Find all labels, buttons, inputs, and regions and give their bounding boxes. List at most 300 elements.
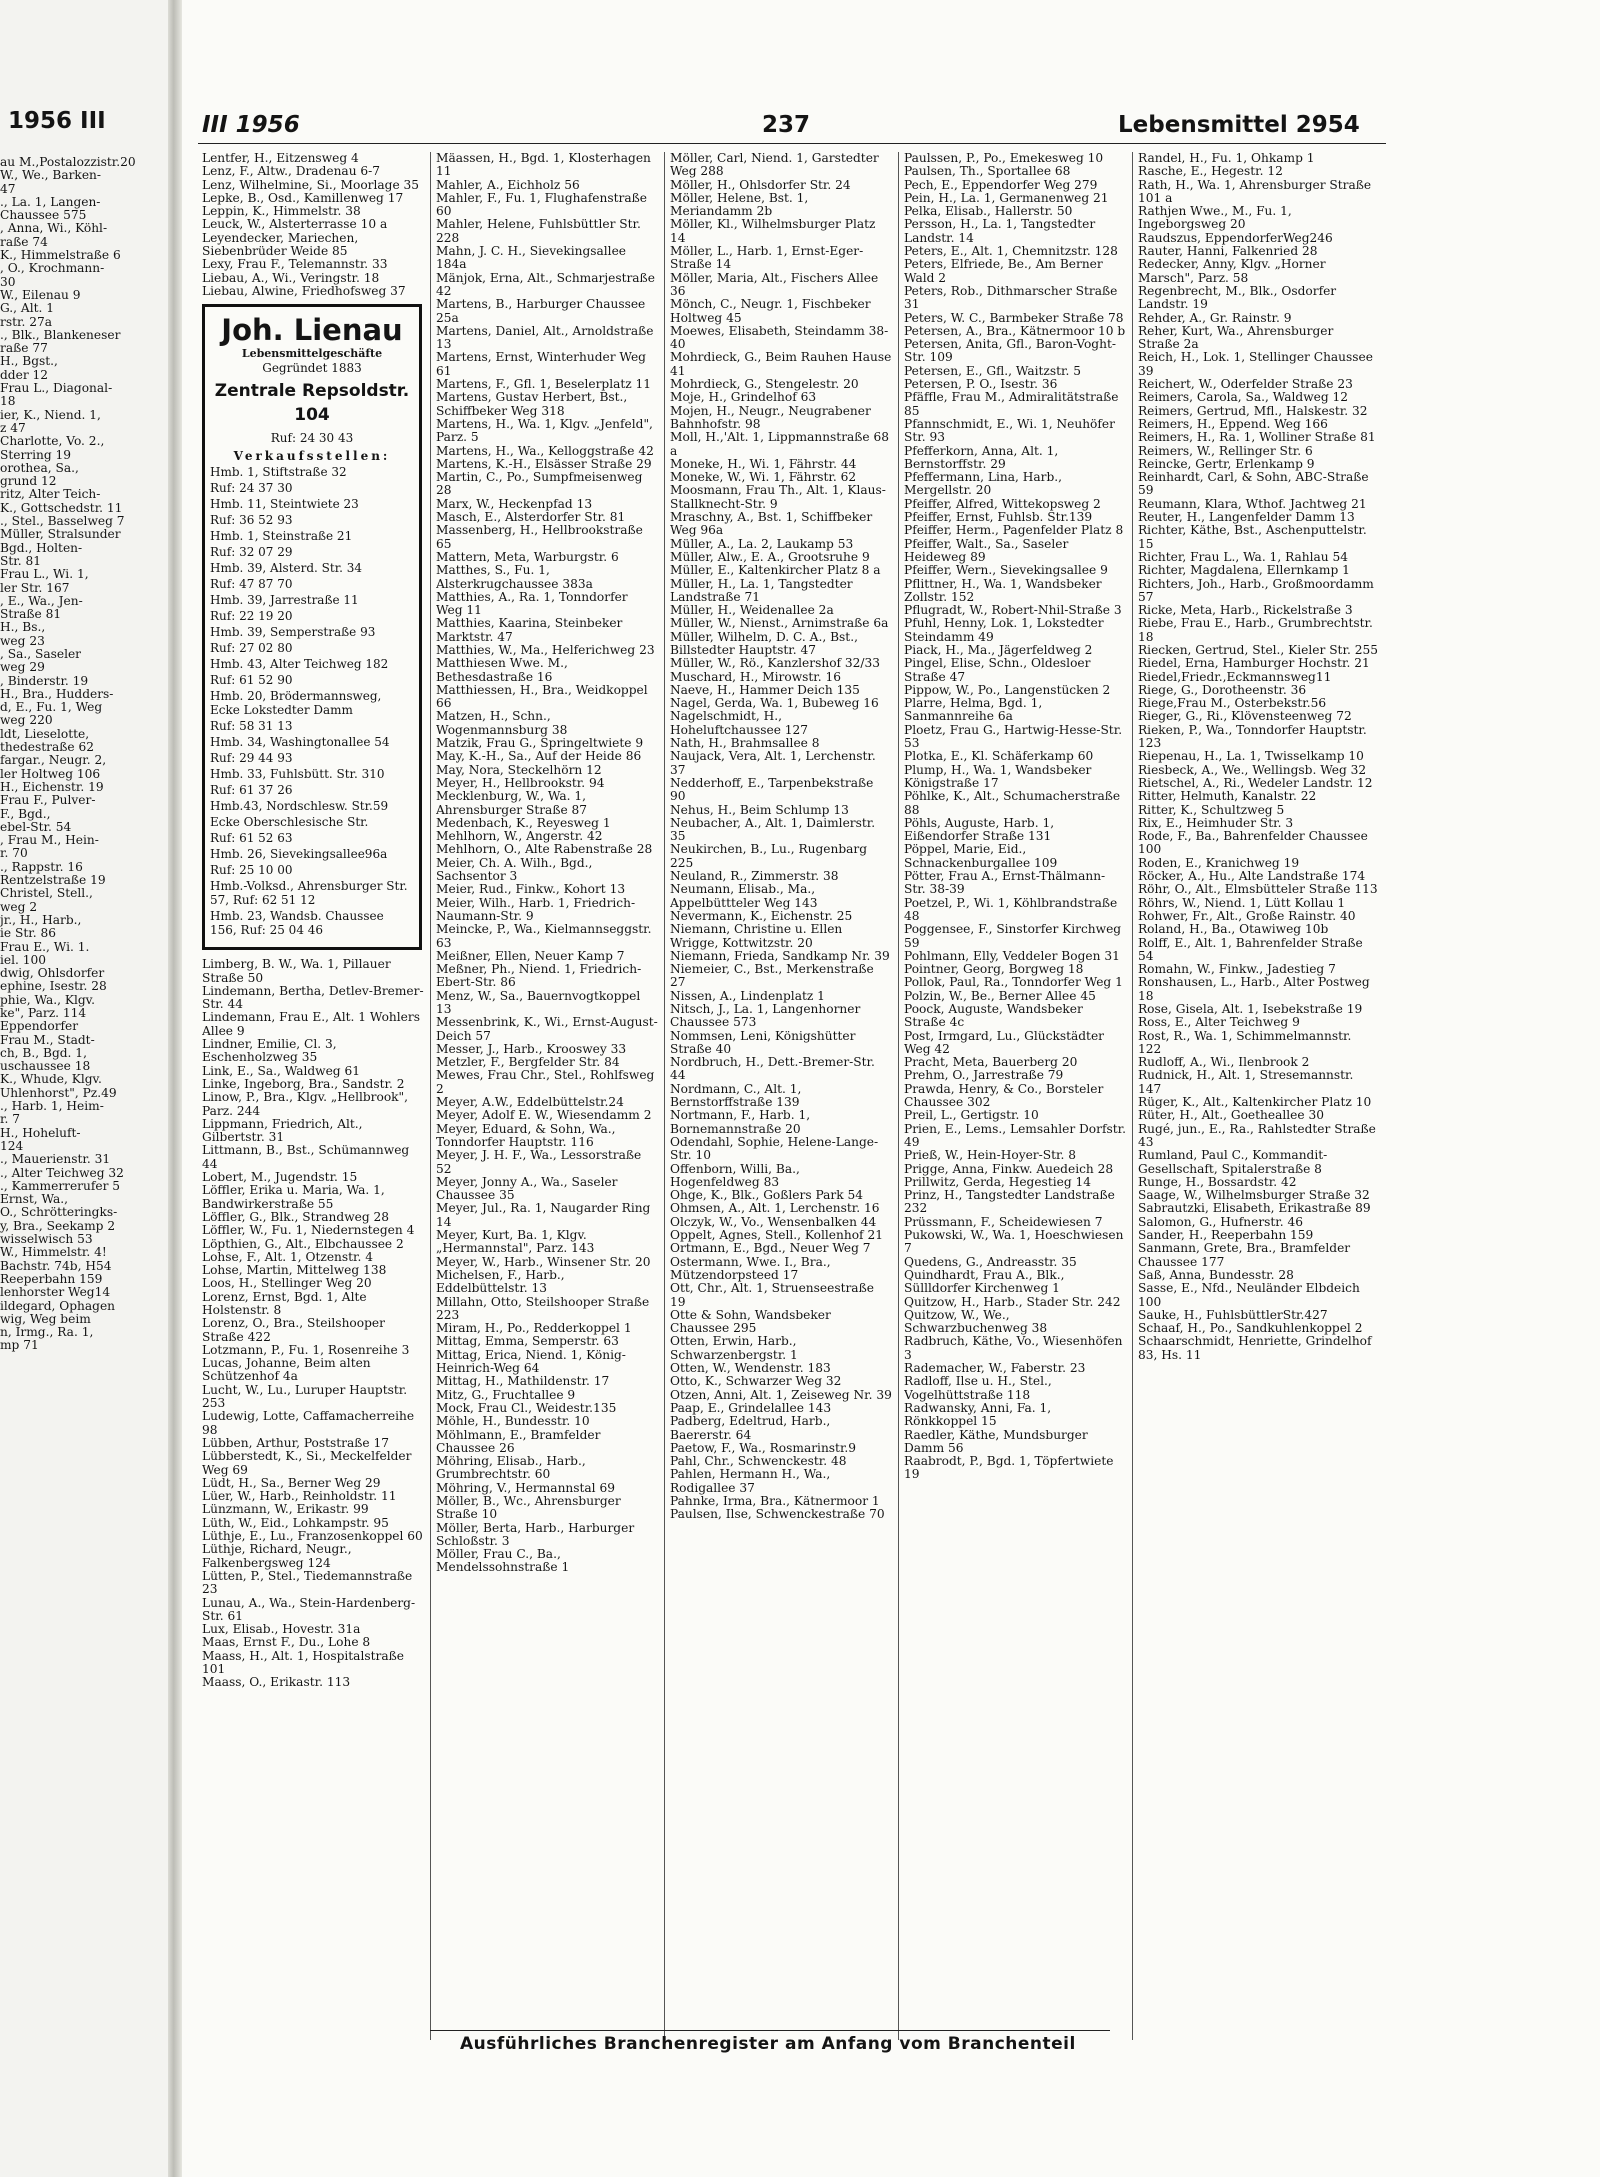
directory-entry: Poock, Auguste, Wandsbeker Straße 4c: [904, 1002, 1083, 1030]
directory-entry: Möhring, V., Hermannstal 69: [436, 1480, 615, 1495]
directory-entry: Sanmann, Grete, Bra., Bramfelder Chaussee 177: [1138, 1241, 1351, 1269]
directory-entry: Martens, Gustav Herbert, Bst., Schiffbeker Weg 318: [436, 390, 628, 418]
directory-entry: Martens, H., Wa. 1, Klgv. „Jenfeld", Parz. 5: [436, 416, 653, 445]
directory-entry: Lüth, W., Eid., Lohkampstr. 95: [202, 1515, 389, 1530]
left-page-entry: ler Holtweg 106: [0, 766, 101, 781]
left-page-entry: phie, Wa., Klgv.: [0, 992, 95, 1007]
directory-entry: Martens, F., Gfl. 1, Beselerplatz 11: [436, 377, 652, 392]
directory-entry: Meincke, P., Wa., Kielmannseggstr. 63: [436, 922, 652, 950]
left-page-entry: K., Himmelstraße 6: [0, 248, 121, 263]
directory-entry: Pflugradt, W., Robert-Nhil-Straße 3: [904, 603, 1122, 618]
directory-entry: Niemeier, C., Bst., Merkenstraße 27: [670, 962, 874, 990]
directory-entry: Regenbrecht, M., Blk., Osdorfer Landstr. 19: [1138, 283, 1337, 312]
directory-entry: Rathjen Wwe., M., Fu. 1, Ingeborgsweg 20: [1138, 204, 1292, 232]
directory-entry: Pech, E., Eppendorfer Weg 279: [904, 177, 1098, 192]
ad-branch-line: Hmb. 26, Sievekingsallee96a: [210, 847, 388, 862]
left-page-entry: Straße 81: [0, 607, 62, 622]
directory-entry: Möhring, Elisab., Harb., Grumbrechtstr. 60: [436, 1454, 586, 1482]
directory-entry: Nath, H., Brahmsallee 8: [670, 736, 820, 751]
directory-entry: Meyer, Eduard, & Sohn, Wa., Tonndorfer Hauptstr. 116: [436, 1121, 616, 1149]
directory-entry: Rietschel, A., Ri., Wedeler Landstr. 12: [1138, 775, 1373, 790]
directory-entry: Reichert, W., Oderfelder Straße 23: [1138, 377, 1353, 392]
directory-entry: Lüthje, E., Lu., Franzosenkoppel 60: [202, 1529, 423, 1544]
left-page-entry: ., Rappstr. 16: [0, 859, 83, 874]
directory-entry: Pfäffle, Frau M., Admiralitätstraße 85: [904, 390, 1119, 418]
directory-entry: Redecker, Anny, Klgv. „Horner Marsch", Parz. 58: [1138, 257, 1326, 285]
directory-entry: Moewes, Elisabeth, Steindamm 38-40: [670, 323, 889, 352]
directory-entry: Radloff, Ilse u. H., Stel., Vogelhüttstraße 118: [904, 1374, 1052, 1402]
directory-entry: Pfeiffer, Walt., Sa., Saseler Heideweg 89: [904, 536, 1069, 564]
directory-entry: Link, E., Sa., Waldweg 61: [202, 1063, 360, 1078]
directory-entry: Maass, O., Erikastr. 113: [202, 1675, 351, 1690]
directory-entry: Pfefferkorn, Anna, Alt. 1, Bernstorffstr. 29: [904, 443, 1059, 471]
directory-entry: Riebe, Frau E., Harb., Grumbrechtstr. 18: [1138, 616, 1373, 644]
directory-entry: Ploetz, Frau G., Hartwig-Hesse-Str. 53: [904, 722, 1123, 751]
advertisement-box: [202, 304, 422, 950]
directory-entry: Nagelschmidt, H., Hoheluftchaussee 127: [670, 709, 809, 737]
left-page-entry: n, Irmg., Ra. 1,: [0, 1325, 94, 1340]
column-divider: [898, 152, 899, 2040]
directory-entry: Moneke, W., Wi. 1, Fährstr. 62: [670, 470, 857, 485]
ad-branch-line: Hmb. 20, Brödermannsweg, Ecke Lokstedter Damm: [210, 689, 382, 718]
directory-entry: Mitz, G., Fruchtallee 9: [436, 1387, 576, 1402]
directory-entry: Ross, E., Alter Teichweg 9: [1138, 1015, 1300, 1030]
directory-entry: Peters, W. C., Barmbeker Straße 78: [904, 310, 1124, 325]
directory-entry: Leuck, W., Alsterterrasse 10 a: [202, 217, 388, 232]
directory-entry: Matthies, W., Ma., Helferichweg 23: [436, 642, 655, 657]
directory-entry: Matthies, A., Ra. 1, Tonndorfer Weg 11: [436, 589, 628, 618]
directory-entry: Lucas, Johanne, Beim alten Schützenhof 4a: [202, 1356, 371, 1384]
left-page-entry: r. 70: [0, 846, 28, 861]
directory-entry: Müller, E., Kaltenkircher Platz 8 a: [670, 563, 881, 578]
left-page-entry: ebel-Str. 54: [0, 819, 72, 834]
left-page-entry: O., Schrötteringks-: [0, 1205, 118, 1220]
ad-subtitle: Lebensmittelgeschäfte: [241, 347, 383, 361]
directory-entry: Petersen, A., Bra., Kätnermoor 10 b: [904, 323, 1126, 338]
ad-branch-line: Hmb. 43, Alter Teichweg 182: [210, 657, 389, 672]
directory-entry: Littmann, B., Bst., Schümannweg 44: [202, 1143, 410, 1171]
directory-entry: Rohwer, Fr., Alt., Große Rainstr. 40: [1138, 908, 1356, 923]
directory-entry: Matthies, Kaarina, Steinbeker Marktstr. 47: [436, 616, 623, 644]
directory-entry: Prawda, Henry, & Co., Borsteler Chaussee 302: [904, 1081, 1104, 1110]
ad-founded: Gegründet 1883: [262, 361, 362, 376]
directory-entry: Raedler, Käthe, Mundsburger Damm 56: [904, 1427, 1088, 1455]
directory-entry: Mock, Frau Cl., Weidestr.135: [436, 1400, 617, 1415]
column-divider: [430, 152, 431, 2040]
directory-entry: Prieß, W., Hein-Hoyer-Str. 8: [904, 1148, 1076, 1163]
directory-entry: Randel, H., Fu. 1, Ohkamp 1: [1138, 152, 1315, 165]
directory-entry: Limberg, B. W., Wa. 1, Pillauer Straße 50: [202, 957, 391, 985]
left-page-entries: [0, 156, 166, 1353]
ad-branch-line: Hmb.43, Nordschlesw. Str.59: [210, 799, 389, 814]
left-page-entry: Rentzelstraße 19: [0, 873, 106, 888]
left-page-entry: iel. 100: [0, 952, 47, 967]
column-2: [436, 152, 658, 1575]
directory-entry: Muschard, H., Mirowstr. 16: [670, 669, 842, 684]
directory-entry: Lenz, F., Altw., Dradenau 6-7: [202, 164, 381, 179]
ad-company-name: Joh. Lienau: [221, 313, 403, 348]
directory-entry: Ritter, K., Schultzweg 5: [1138, 802, 1285, 817]
left-page-entry: fargar., Neugr. 2,: [0, 753, 107, 768]
ad-branch-line: Hmb. 34, Washingtonallee 54: [210, 735, 390, 750]
directory-entry: Leppin, K., Himmelstr. 38: [202, 204, 361, 219]
left-page-entry: Müller, Stralsunder: [0, 527, 121, 542]
directory-entry: Messenbrink, K., Wi., Ernst-August-Deich 57: [436, 1015, 658, 1043]
left-page-entry: ., Harb. 1, Heim-: [0, 1099, 104, 1114]
left-page-entry: 18: [0, 394, 16, 409]
left-page-header: 1956 III: [8, 108, 106, 134]
directory-entry: Nortmann, F., Harb. 1, Bornemannstraße 20: [670, 1108, 811, 1136]
left-page-entry: weg 23: [0, 633, 45, 648]
left-page-entry: , E., Wa., Jen-: [0, 593, 83, 608]
directory-entry: Pöhls, Auguste, Harb. 1, Eißendorfer Straße 131: [904, 815, 1055, 844]
directory-entry: Neuland, R., Zimmerstr. 38: [670, 869, 839, 884]
directory-entry: Peters, E., Alt. 1, Chemnitzstr. 128: [904, 244, 1118, 259]
directory-entry: Lenz, Wilhelmine, Si., Moorlage 35: [202, 177, 420, 192]
directory-entry: Müller, H., La. 1, Tangstedter Landstraße 71: [670, 576, 853, 604]
left-page-entry: thedestraße 62: [0, 740, 94, 755]
directory-entry: Mraschny, A., Bst. 1, Schiffbeker Weg 96a: [670, 510, 873, 538]
directory-entry: Roland, H., Ba., Otawiweg 10b: [1138, 922, 1329, 937]
left-page-entry: ke", Parz. 114: [0, 1006, 87, 1020]
left-page-strip: [0, 0, 168, 2177]
footer-note: Ausführliches Branchenregister am Anfang vom Branchenteil: [460, 2034, 1076, 2054]
directory-entry: Poetzel, P., Wi. 1, Köhlbrandstraße 48: [904, 895, 1118, 923]
directory-entry: Mahler, F., Fu. 1, Flughafenstraße 60: [436, 190, 647, 219]
directory-entry: Löffler, W., Fu. 1, Niedernstegen 4: [202, 1223, 415, 1238]
directory-entry: Richter, Magdalena, Ellernkamp 1: [1138, 563, 1350, 578]
directory-entry: Lepke, B., Osd., Kamillenweg 17: [202, 190, 404, 205]
directory-entry: Mönch, C., Neugr. 1, Fischbeker Holtweg 45: [670, 297, 871, 325]
page-number: 237: [762, 112, 811, 138]
left-page-entry: W., Himmelstr. 4!: [0, 1245, 107, 1260]
ad-address: Zentrale Repsoldstr. 104: [214, 381, 410, 426]
directory-entry: Quitzow, W., We., Schwarzbuchenweg 38: [904, 1307, 1048, 1336]
left-page-entry: H., Bra., Hudders-: [0, 686, 114, 701]
column-3: [670, 152, 892, 1522]
left-page-entry: ., Mauerienstr. 31: [0, 1152, 111, 1167]
directory-entry: Mecklenburg, W., Wa. 1, Ahrensburger Straße 87: [436, 789, 588, 817]
directory-entry: Menz, W., Sa., Bauernvogtkoppel 13: [436, 988, 641, 1016]
directory-entry: Röcker, A., Hu., Alte Landstraße 174: [1138, 869, 1366, 884]
directory-entry: Riege,Frau M., Osterbekstr.56: [1138, 696, 1327, 711]
column-1: [202, 152, 424, 1690]
column-4: [904, 152, 1126, 1482]
directory-entry: Niemann, Christine u. Ellen Wrigge, Kottwitzstr. 20: [670, 922, 843, 950]
directory-entry: Pöhlke, K., Alt., Schumacherstraße 88: [904, 789, 1121, 817]
directory-entry: Pfeiffer, Ernst, Fuhlsb. Str.139: [904, 510, 1093, 525]
left-page-entry: r. 7: [0, 1112, 20, 1127]
directory-entry: Niemann, Frieda, Sandkamp Nr. 39: [670, 948, 890, 963]
ad-branch-line: Hmb. 39, Jarrestraße 11: [210, 593, 359, 608]
directory-entry: Sander, H., Reeperbahn 159: [1138, 1228, 1314, 1243]
directory-entry: Pahl, Chr., Schwenckestr. 48: [670, 1454, 847, 1469]
directory-entry: Müller, W., Rö., Kanzlershof 32/33: [670, 656, 881, 671]
directory-entry: Lunau, A., Wa., Stein-Hardenberg-Str. 61: [202, 1595, 416, 1623]
directory-entry: Neukirchen, B., Lu., Rugenbarg 225: [670, 842, 868, 870]
directory-entry: Riege, G., Dorotheenstr. 36: [1138, 682, 1307, 697]
ad-branch-line: Ruf: 29 44 93: [210, 751, 293, 766]
directory-entry: Riedel,Friedr.,Eckmannsweg11: [1138, 669, 1332, 684]
left-page-entry: Frau M., Stadt-: [0, 1032, 95, 1047]
left-page-entry: K., Whude, Klgv.: [0, 1072, 102, 1087]
directory-entry: Rehder, A., Gr. Rainstr. 9: [1138, 310, 1292, 325]
left-page-entry: d, E., Fu. 1, Weg: [0, 700, 103, 715]
directory-entry: Matthiesen Wwe. M., Bethesdastraße 16: [436, 656, 568, 684]
directory-entry: Rudloff, A., Wi., Ilenbrook 2: [1138, 1055, 1310, 1070]
left-page-entry: raße 77: [0, 341, 48, 356]
directory-entry: Naeve, H., Hammer Deich 135: [670, 682, 860, 697]
left-page-entry: H., Hoheluft-: [0, 1125, 81, 1140]
directory-entry: Pfeiffer, Wern., Sievekingsallee 9: [904, 563, 1108, 578]
column-1-entries-top: [202, 152, 424, 298]
left-page-entry: , Sa., Saseler: [0, 646, 82, 661]
ad-branch-line: Ruf: 27 02 80: [210, 641, 293, 656]
directory-entry: Pippow, W., Po., Langenstücken 2: [904, 682, 1111, 697]
directory-entry: Rüger, K., Alt., Kaltenkircher Platz 10: [1138, 1095, 1372, 1110]
directory-entry: Mewes, Frau Chr., Stel., Rohlfsweg 2: [436, 1068, 655, 1096]
directory-entry: Rose, Gisela, Alt. 1, Isebekstraße 19: [1138, 1002, 1363, 1016]
directory-entry: Plump, H., Wa. 1, Wandsbeker Königstraße 17: [904, 762, 1092, 790]
directory-entry: Meyer, J. H. F., Wa., Lessorstraße 52: [436, 1148, 642, 1176]
ad-branch-line: Ruf: 47 87 70: [210, 577, 293, 592]
directory-entry: Schaarschmidt, Henriette, Grindelhof 83, Hs. 11: [1138, 1334, 1372, 1362]
directory-entry: Pötter, Frau A., Ernst-Thälmann-Str. 38-39: [904, 869, 1106, 897]
ad-branch-line: Hmb. 39, Semperstraße 93: [210, 625, 376, 640]
left-page-entry: weg 29: [0, 660, 45, 675]
directory-entry: Röhr, O., Alt., Elmsbütteler Straße 113: [1138, 882, 1378, 897]
directory-entry: Martens, Daniel, Alt., Arnoldstraße 13: [436, 323, 654, 352]
ad-branch-line: Hmb. 11, Steintwiete 23: [210, 497, 359, 512]
directory-entry: Peters, Elfriede, Be., Am Berner Wald 2: [904, 257, 1103, 285]
directory-entry: Möhle, H., Bundesstr. 10: [436, 1414, 590, 1429]
directory-entry: Rode, F., Ba., Bahrenfelder Chaussee 100: [1138, 829, 1368, 857]
left-page-entry: , Anna, Wi., Köhl-: [0, 221, 108, 236]
directory-entry: Radwansky, Anni, Fa. 1, Rönkkoppel 15: [904, 1400, 1052, 1429]
directory-entry: Roden, E., Kranichweg 19: [1138, 855, 1300, 870]
directory-entry: Löffler, Erika u. Maria, Wa. 1, Bandwirkerstraße 55: [202, 1183, 385, 1211]
directory-entry: Leyendecker, Mariechen, Siebenbrüder Weide 85: [202, 230, 359, 259]
left-page-entry: wig, Weg beim: [0, 1311, 91, 1326]
ad-branches-list: [210, 465, 414, 937]
directory-entry: Piack, H., Ma., Jägerfeldweg 2: [904, 642, 1093, 657]
directory-entry: Messer, J., Harb., Krooswey 33: [436, 1041, 627, 1056]
directory-entry: Martens, H., Wa., Kelloggstraße 42: [436, 443, 654, 458]
left-page-entry: rstr. 27a: [0, 314, 52, 329]
directory-entry: Möller, B., Wc., Ahrensburger Straße 10: [436, 1493, 621, 1522]
left-page-entry: dwig, Ohlsdorfer: [0, 966, 105, 981]
directory-entry: Richter, Frau L., Wa. 1, Rahlau 54: [1138, 549, 1349, 564]
left-page-entry: ritz, Alter Teich-: [0, 487, 101, 502]
left-page-entry: jr., H., Harb.,: [0, 912, 82, 927]
directory-entry: Löpthien, G., Alt., Elbchaussee 2: [202, 1236, 404, 1251]
left-page-entry: mp 71: [0, 1338, 39, 1353]
ad-branches-title: Verkaufsstellen:: [233, 449, 391, 464]
directory-entry: Pfeffermann, Lina, Harb., Mergellstr. 20: [904, 470, 1063, 498]
ad-branch-line: Hmb.-Volksd., Ahrensburger Str. 57, Ruf: 62 51 12: [210, 879, 408, 908]
left-page-entry: 47: [0, 181, 16, 196]
directory-entry: Runge, H., Bossardstr. 42: [1138, 1174, 1297, 1189]
directory-entry: Müller, H., Weidenallee 2a: [670, 603, 834, 618]
directory-entry: Lünzmann, W., Erikastr. 99: [202, 1502, 369, 1517]
ad-branch-line: Hmb. 23, Wandsb. Chaussee 156, Ruf: 25 04 46: [210, 909, 384, 938]
ad-branch-line: Hmb. 1, Stiftstraße 32: [210, 465, 347, 480]
directory-entry: Meyer, Kurt, Ba. 1, Klgv. „Hermannstal", Parz. 143: [436, 1228, 595, 1256]
ad-branch-line: Ruf: 32 07 29: [210, 545, 293, 560]
column-5: [1138, 152, 1378, 1362]
directory-entry: Pfeiffer, Alfred, Wittekopsweg 2: [904, 496, 1101, 511]
left-page-entry: Frau F., Pulver-: [0, 793, 96, 808]
directory-entry: Moll, H.,'Alt. 1, Lippmannstraße 68 a: [670, 430, 890, 458]
left-page-entry: ler Str. 167: [0, 580, 70, 595]
left-page-entry: orothea, Sa.,: [0, 460, 79, 475]
directory-entry: Quindhardt, Frau A., Blk., Süllldorfer Kirchenweg 1: [904, 1267, 1065, 1296]
directory-entry: Plotka, E., Kl. Schäferkamp 60: [904, 749, 1094, 764]
directory-entry: Lübben, Arthur, Poststraße 17: [202, 1435, 389, 1450]
directory-entry: Oppelt, Agnes, Stell., Kollenhof 21: [670, 1228, 883, 1243]
directory-entry: Michelsen, F., Harb., Eddelbüttelstr. 13: [436, 1267, 565, 1296]
left-page-entry: , O., Krochmann-: [0, 261, 105, 276]
directory-entry: Otzen, Anni, Alt. 1, Zeiseweg Nr. 39: [670, 1387, 892, 1402]
directory-entry: Ludewig, Lotte, Caffamacherreihe 98: [202, 1409, 415, 1437]
directory-entry: Meyer, Jul., Ra. 1, Naugarder Ring 14: [436, 1201, 651, 1229]
directory-entry: Mittag, H., Mathildenstr. 17: [436, 1374, 610, 1389]
directory-entry: Lüthje, Richard, Neugr., Falkenbergsweg 124: [202, 1542, 352, 1570]
directory-entry: Reimers, H., Eppend. Weg 166: [1138, 416, 1328, 431]
left-page-entry: ildegard, Ophagen: [0, 1298, 116, 1313]
left-page-entry: W., Eilenau 9: [0, 287, 81, 302]
directory-entry: Mehlhorn, O., Alte Rabenstraße 28: [436, 842, 653, 857]
directory-entry: Pelka, Elisab., Hallerstr. 50: [904, 204, 1073, 219]
directory-entry: Paap, E., Grindelallee 143: [670, 1400, 832, 1415]
directory-entry: Richters, Joh., Harb., Großmoordamm 57: [1138, 576, 1374, 604]
directory-entry: Mahler, Helene, Fuhlsbüttler Str. 228: [436, 217, 641, 245]
directory-entry: Lotzmann, P., Fu. 1, Rosenreihe 3: [202, 1342, 410, 1357]
directory-entry: Reimers, H., Ra. 1, Wolliner Straße 81: [1138, 430, 1376, 445]
directory-entry: Müller, Wilhelm, D. C. A., Bst., Billstedter Hauptstr. 47: [670, 629, 858, 657]
left-page-entry: Uhlenhorst", Pz.49: [0, 1085, 117, 1100]
directory-entry: Sabrautzki, Elisabeth, Erikastraße 89: [1138, 1201, 1371, 1216]
directory-entry: Pfuhl, Henny, Lok. 1, Lokstedter Steindamm 49: [904, 616, 1104, 644]
directory-entry: Otten, W., Wendenstr. 183: [670, 1361, 831, 1376]
directory-entry: Pukowski, W., Wa. 1, Hoeschwiesen 7: [904, 1228, 1124, 1256]
left-page-entry: dder 12: [0, 367, 49, 382]
directory-entry: Lentfer, H., Eitzensweg 4: [202, 152, 359, 165]
directory-entry: Löffler, G., Blk., Strandweg 28: [202, 1209, 390, 1224]
directory-entry: Reincke, Gertr, Erlenkamp 9: [1138, 456, 1315, 471]
directory-entry: Nedderhoff, E., Tarpenbekstraße 90: [670, 775, 874, 804]
directory-entry: Mahler, A., Eichholz 56: [436, 177, 580, 192]
directory-entry: Riecken, Gertrud, Stel., Kieler Str. 255: [1138, 642, 1378, 657]
directory-entry: Matzik, Frau G., Springeltwiete 9: [436, 736, 644, 751]
left-page-entry: weg 2: [0, 899, 38, 914]
directory-entry: Linow, P., Bra., Klgv. „Hellbrook", Parz. 244: [202, 1090, 409, 1118]
directory-entry: Moneke, H., Wi. 1, Fährstr. 44: [670, 456, 857, 471]
directory-entry: Matzen, H., Schn., Wogenmannsburg 38: [436, 709, 568, 737]
directory-entry: Ott, Chr., Alt. 1, Struenseestraße 19: [670, 1281, 874, 1309]
directory-entry: Petersen, P. O., Isestr. 36: [904, 377, 1058, 392]
directory-entry: Martens, K.-H., Elsässer Straße 29: [436, 456, 652, 471]
ad-branch-line: Ruf: 36 52 93: [210, 513, 293, 528]
directory-entry: Ritter, Helmuth, Kanalstr. 22: [1138, 789, 1317, 804]
directory-entry: Quitzow, H., Harb., Stader Str. 242: [904, 1294, 1121, 1309]
left-page-entry: ldt, Lieselotte,: [0, 726, 90, 741]
left-page-entry: ie Str. 86: [0, 926, 56, 941]
left-page-entry: Str. 81: [0, 553, 41, 568]
directory-entry: Martens, B., Harburger Chaussee 25a: [436, 297, 646, 325]
directory-entry: Lütten, P., Stel., Tiedemannstraße 23: [202, 1568, 413, 1597]
directory-entry: Mittag, Erica, Niend. 1, König-Heinrich-Weg 64: [436, 1347, 626, 1376]
directory-entry: Möller, Maria, Alt., Fischers Allee 36: [670, 270, 879, 298]
ad-branch-line: Hmb. 39, Alsterd. Str. 34: [210, 561, 363, 576]
directory-entry: Nissen, A., Lindenplatz 1: [670, 988, 825, 1003]
directory-entry: Odendahl, Sophie, Helene-Lange-Str. 10: [670, 1134, 879, 1163]
directory-entry: Lippmann, Friedrich, Alt., Gilbertstr. 31: [202, 1116, 363, 1145]
left-page-entry: grund 12: [0, 474, 57, 489]
left-page-entry: Frau E., Wi. 1.: [0, 939, 90, 954]
directory-entry: Lorenz, Ernst, Bgd. 1, Alte Holstenstr. 8: [202, 1289, 367, 1317]
directory-entry: May, Nora, Steckelhörn 12: [436, 762, 602, 777]
directory-entry: Röhrs, W., Niend. 1, Lütt Kollau 1: [1138, 895, 1346, 910]
directory-entry: Padberg, Edeltrud, Harb., Baererstr. 64: [670, 1414, 831, 1442]
directory-entry: Martin, C., Po., Sumpfmeisenweg 28: [436, 470, 643, 498]
directory-entry: Müller, Alw., E. A., Grootsruhe 9: [670, 549, 870, 564]
left-page-entry: 30: [0, 274, 16, 289]
left-page-entry: ., Blk., Blankeneser: [0, 327, 121, 342]
directory-entry: Riepenau, H., La. 1, Twisselkamp 10: [1138, 749, 1364, 764]
directory-entry: May, K.-H., Sa., Auf der Heide 86: [436, 749, 642, 764]
directory-entry: Lindner, Emilie, Cl. 3, Eschenholzweg 35: [202, 1037, 337, 1065]
directory-entry: Lüdt, H., Sa., Berner Weg 29: [202, 1475, 381, 1490]
directory-entry: Lohse, Martin, Mittelweg 138: [202, 1263, 387, 1278]
directory-entry: Mänjok, Erna, Alt., Schmarjestraße 42: [436, 270, 655, 298]
left-page-entry: ch, B., Bgd. 1,: [0, 1045, 87, 1060]
ad-branch-line: Ruf: 58 31 13: [210, 719, 293, 734]
directory-entry: Maass, H., Alt. 1, Hospitalstraße 101: [202, 1648, 404, 1676]
left-page-entry: ., Alter Teichweg 32: [0, 1165, 124, 1180]
left-page-entry: raße 74: [0, 234, 48, 249]
directory-entry: Neubacher, A., Alt. 1, Daimlerstr. 35: [670, 815, 876, 844]
directory-entry: Mahn, J. C. H., Sievekingsallee 184a: [436, 244, 626, 272]
directory-entry: Lohse, F., Alt. 1, Otzenstr. 4: [202, 1249, 374, 1264]
directory-entry: Pollok, Paul, Ra., Tonndorfer Weg 1: [904, 975, 1123, 990]
directory-entry: Paulsen, Th., Sportallee 68: [904, 164, 1071, 179]
left-page-entry: wisselwisch 53: [0, 1232, 93, 1247]
directory-entry: Mäassen, H., Bgd. 1, Klosterhagen 11: [436, 152, 651, 179]
directory-entry: Nehus, H., Beim Schlump 13: [670, 802, 849, 817]
directory-entry: Reuter, H., Langenfelder Damm 13: [1138, 510, 1355, 525]
directory-entry: Millahn, Otto, Steilshooper Straße 223: [436, 1294, 650, 1322]
left-page-entry: Frau L., Wi. 1,: [0, 567, 89, 582]
ad-branch-line: Hmb. 1, Steinstraße 21: [210, 529, 353, 544]
directory-entry: Mittag, Emma, Semperstr. 63: [436, 1334, 619, 1349]
directory-entry: Otto, K., Schwarzer Weg 32: [670, 1374, 842, 1389]
directory-entry: Mattern, Meta, Warburgstr. 6: [436, 549, 619, 564]
directory-entry: Reimers, Carola, Sa., Waldweg 12: [1138, 390, 1349, 405]
ad-phone: Ruf: 24 30 43: [270, 431, 354, 446]
directory-entry: Reich, H., Lok. 1, Stellinger Chaussee 39: [1138, 350, 1373, 378]
left-page-entry: Bgd., Holten-: [0, 540, 83, 555]
directory-entry: Martens, Ernst, Winterhuder Weg 61: [436, 350, 646, 378]
directory-entry: Pfeiffer, Herm., Pagenfelder Platz 8: [904, 523, 1124, 538]
directory-entry: Prehm, O., Jarrestraße 79: [904, 1068, 1064, 1083]
directory-entry: Naujack, Vera, Alt. 1, Lerchenstr. 37: [670, 749, 876, 777]
header-rule: [198, 143, 1386, 144]
directory-entry: Lux, Elisab., Hovestr. 31a: [202, 1622, 361, 1637]
ad-branch-line: Ruf: 61 37 26: [210, 783, 293, 798]
directory-entry: Sasse, E., Nfd., Neuländer Elbdeich 100: [1138, 1281, 1360, 1309]
directory-entry: Otten, Erwin, Harb., Schwarzenbergstr. 1: [670, 1334, 798, 1362]
